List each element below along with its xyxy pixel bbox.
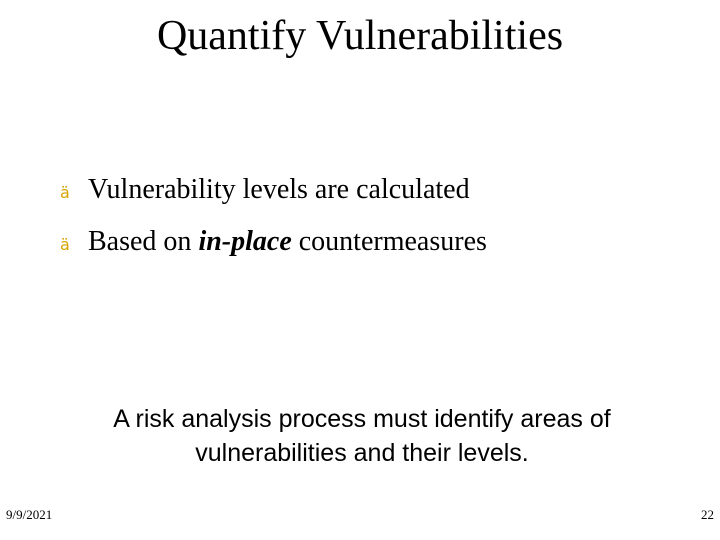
bullet-list [60, 168, 680, 272]
bullet-text-end: countermeasures [291, 226, 487, 257]
arrow-up-right-icon: ä [60, 183, 70, 202]
footer-page-number: 22 [701, 507, 714, 522]
arrow-up-right-icon: ä [60, 235, 70, 254]
slide-note [60, 402, 664, 470]
slide-title: Quantify Vulnerabilities [156, 13, 564, 59]
note-line: vulnerabilities and their levels. [195, 439, 529, 467]
bullet-text-start: Based on [88, 226, 199, 257]
note-line: A risk analysis process must identify areas of [113, 405, 611, 433]
bullet-emphasis: in-place [198, 226, 292, 257]
bullet-item [60, 220, 680, 272]
footer-date: 9/9/2021 [6, 507, 53, 522]
bullet-item [60, 168, 680, 220]
bullet-text: Vulnerability levels are calculated [88, 174, 470, 205]
bullet-text [88, 220, 487, 264]
